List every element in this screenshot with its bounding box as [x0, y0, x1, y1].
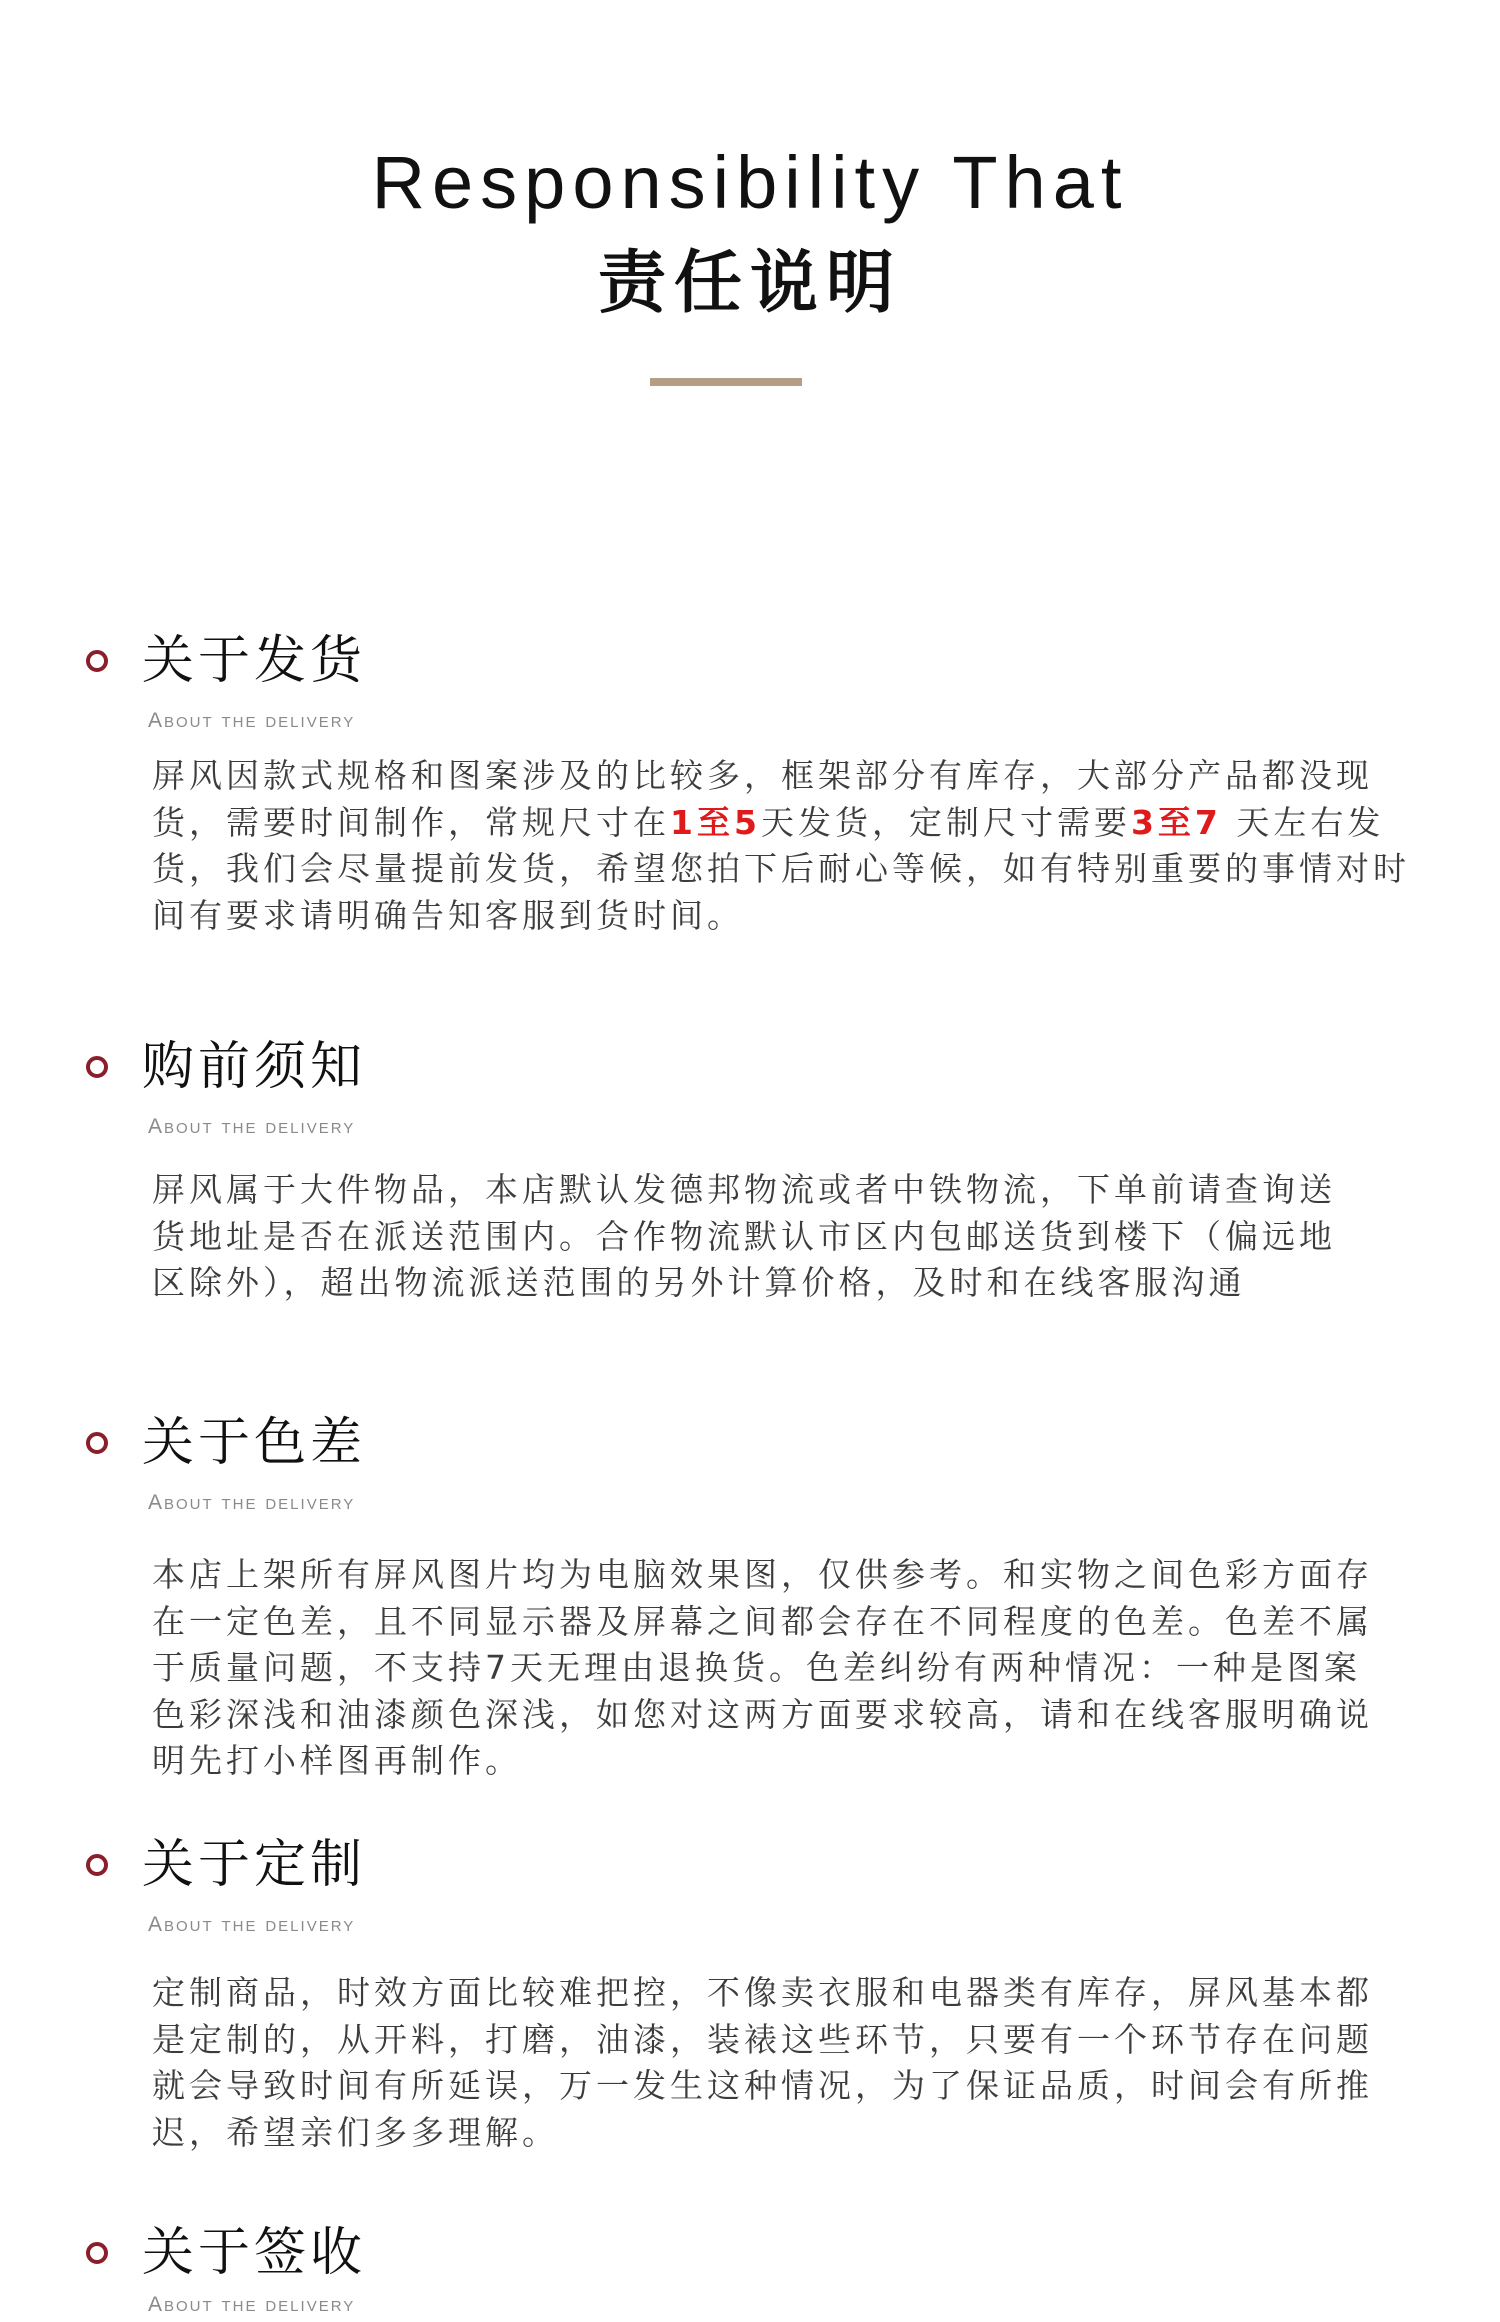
- section-subtitle: About the delivery: [148, 1491, 356, 1514]
- section-body: [152, 1552, 1392, 1785]
- circle-bullet-icon: [86, 1056, 108, 1078]
- body-text: 天发货，定制尺寸需要: [760, 802, 1131, 842]
- body-text: 本店上架所有屏风图片均为电脑效果图，仅供参考。和实物之间色彩方面存在一定色差，且不同显示器及屏幕之间都会存在不同程度的色差。色差不属于质量问题，不支持7天无理由退换货。色差纠纷有两种情况：一种是图案色彩深浅和油漆颜色深浅，如您对这两方面要求较高，请和在线客服明确说明先打小样图再制作。: [152, 1555, 1373, 1780]
- page-title-chinese: 责任说明: [597, 244, 902, 323]
- body-text: 屏风因款式规格和图案涉及的比较多，框架部分有库存，大部分产品都没现货，需要时间制作，常规尺寸在: [152, 756, 1373, 842]
- section-title: 关于发货: [142, 631, 367, 691]
- highlight-text: 3至7: [1130, 802, 1222, 842]
- circle-bullet-icon: [86, 2242, 108, 2264]
- circle-bullet-icon: [86, 650, 108, 672]
- body-text: 天左右发货，我们会尽量提前发货，希望您拍下后耐心等候，如有特别重要的事情对时间有要求请明确告知客服到货时间。: [152, 802, 1410, 935]
- section-title: 关于色差: [142, 1413, 367, 1473]
- section-title: 购前须知: [142, 1037, 367, 1097]
- section-subtitle: About the delivery: [148, 2293, 356, 2316]
- section-body: [152, 1167, 1372, 1307]
- title-divider: [650, 378, 802, 386]
- section-title: 关于签收: [142, 2223, 367, 2283]
- section-subtitle: About the delivery: [148, 1913, 356, 1936]
- body-text: 定制商品，时效方面比较难把控，不像卖衣服和电器类有库存，屏风基本都是定制的，从开料，打磨，油漆，装裱这些环节，只要有一个环节存在问题就会导致时间有所延误，万一发生这种情况，为了保证品质，时间会有所推迟，希望亲们多多理解。: [152, 1973, 1373, 2152]
- highlight-text: 1至5: [670, 802, 761, 842]
- section-subtitle: About the delivery: [148, 1115, 356, 1138]
- section-body: [152, 1970, 1392, 2156]
- section-title: 关于定制: [142, 1835, 367, 1895]
- section-subtitle: About the delivery: [148, 709, 356, 732]
- page-title-english: Responsibility That: [371, 141, 1129, 224]
- section-body: [152, 753, 1412, 939]
- circle-bullet-icon: [86, 1854, 108, 1876]
- circle-bullet-icon: [86, 1432, 108, 1454]
- body-text: 屏风属于大件物品，本店默认发德邦物流或者中铁物流，下单前请查询送货地址是否在派送范围内。合作物流默认市区内包邮送货到楼下（偏远地区除外），超出物流派送范围的另外计算价格，及时和在线客服沟通: [152, 1170, 1336, 1302]
